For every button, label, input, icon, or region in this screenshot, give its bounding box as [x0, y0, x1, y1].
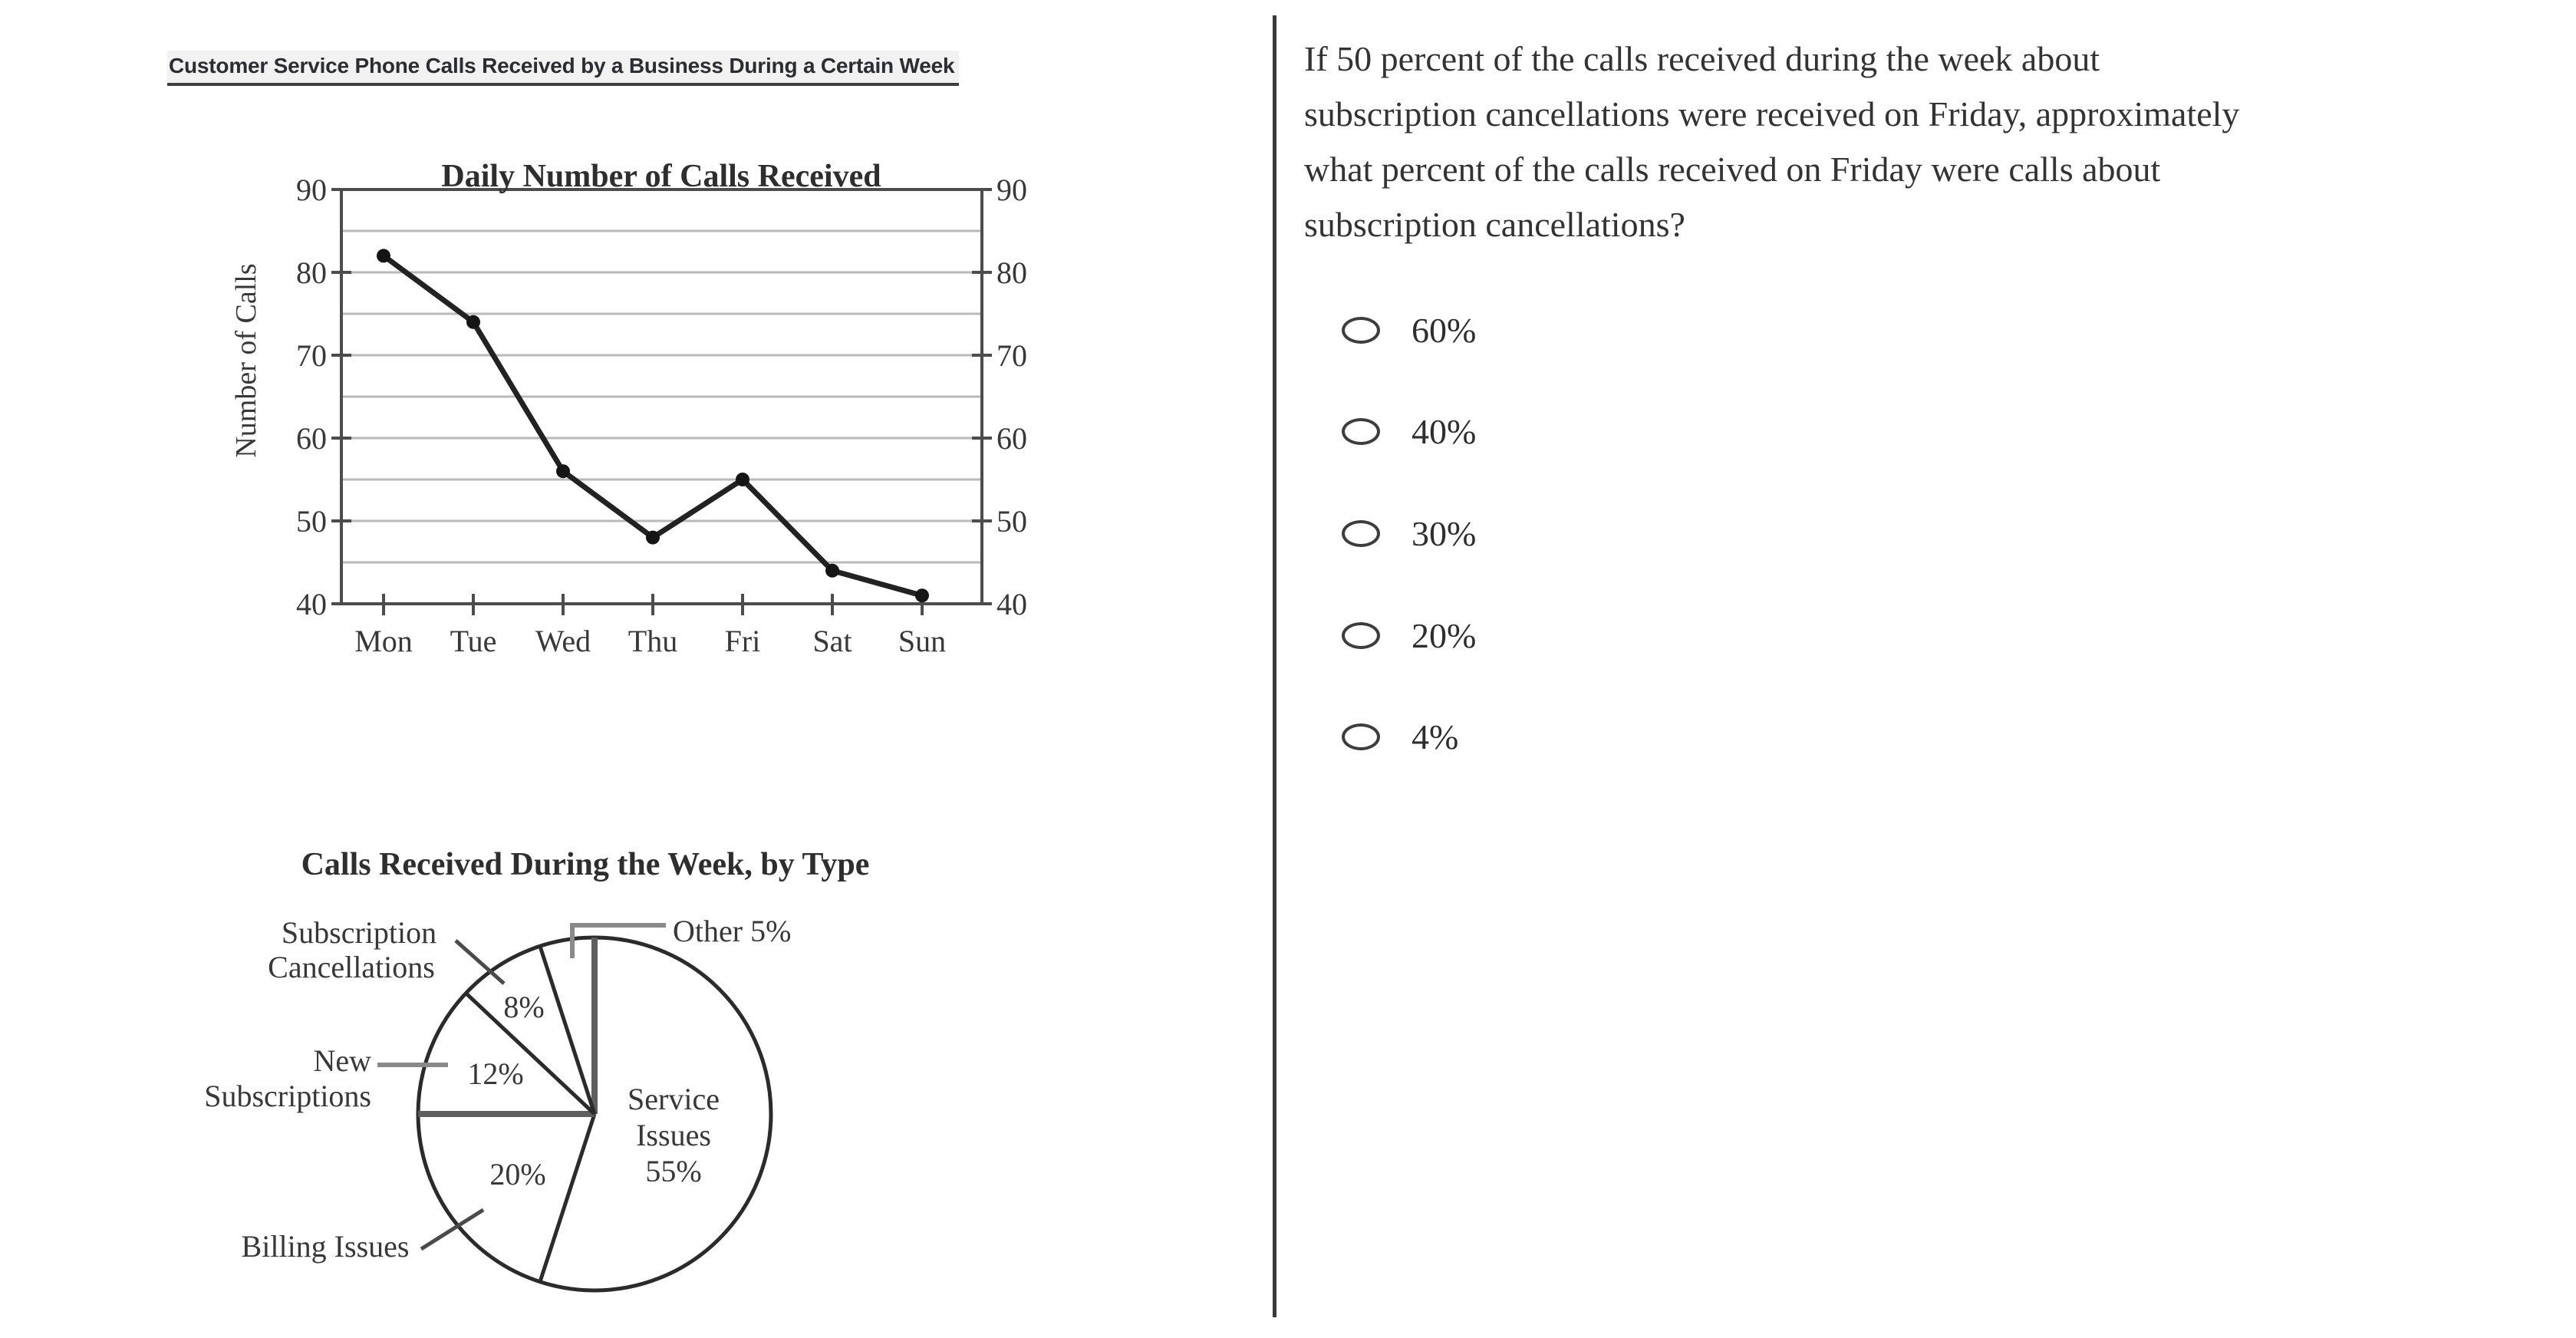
radio-button-icon[interactable]	[1342, 317, 1380, 344]
subscription-cancellations-callout-line	[456, 941, 504, 984]
question-line: subscription cancellations were received on Friday, approximately	[1304, 94, 2240, 133]
service-issues-label-line2: Issues	[636, 1118, 711, 1152]
new-subscriptions-label-line2: Subscriptions	[204, 1079, 371, 1113]
y-tick-label: 50	[996, 504, 1027, 539]
service-issues-percent: 55%	[645, 1154, 702, 1188]
radio-button-icon[interactable]	[1342, 418, 1380, 445]
y-tick-label: 90	[296, 173, 327, 207]
y-tick-label: 60	[296, 421, 327, 456]
data-point	[466, 315, 480, 329]
question-line: If 50 percent of the calls received during the week about	[1304, 39, 2100, 78]
option-label: 40%	[1412, 411, 1477, 451]
calls-line	[384, 255, 922, 595]
y-tick-label: 80	[996, 255, 1027, 290]
new-subscriptions-percent: 12%	[467, 1056, 524, 1091]
option-label: 4%	[1412, 717, 1459, 756]
question-line: subscription cancellations?	[1304, 205, 1685, 244]
y-tick-label: 80	[296, 255, 327, 290]
panel-divider	[1273, 15, 1276, 1317]
subscription-cancellations-percent: 8%	[503, 990, 545, 1024]
radio-button-icon[interactable]	[1342, 723, 1380, 750]
answer-option-4[interactable]	[1342, 715, 1458, 758]
service-issues-label-line1: Service	[628, 1082, 720, 1116]
other-label: Other 5%	[673, 914, 792, 948]
answer-option-60[interactable]	[1342, 308, 1476, 351]
data-point	[915, 588, 929, 602]
option-label: 60%	[1412, 310, 1477, 350]
data-point	[377, 249, 390, 262]
x-tick-label: Sat	[812, 624, 852, 658]
question-text	[1304, 31, 2409, 252]
question-line: what percent of the calls received on Friday were calls about	[1304, 150, 2161, 189]
x-tick-label: Wed	[535, 624, 591, 658]
answer-option-20[interactable]	[1342, 614, 1476, 657]
option-label: 20%	[1412, 615, 1477, 655]
new-subscriptions-label-line1: New	[313, 1043, 371, 1078]
data-point	[556, 464, 570, 478]
y-tick-label: 90	[996, 173, 1027, 207]
option-label: 30%	[1412, 513, 1477, 553]
y-tick-label: 40	[296, 587, 327, 621]
data-point	[736, 473, 749, 486]
subscription-cancellations-label-line2: Cancellations	[268, 950, 435, 984]
billing-issues-percent: 20%	[489, 1157, 546, 1191]
billing-issues-label: Billing Issues	[241, 1229, 410, 1264]
line-chart-title: Daily Number of Calls Received	[441, 159, 881, 194]
x-tick-label: Tue	[450, 624, 497, 658]
figure-graphics	[0, 0, 1273, 1338]
y-tick-label: 70	[296, 338, 327, 373]
radio-button-icon[interactable]	[1342, 622, 1380, 649]
y-tick-label: 70	[996, 338, 1027, 373]
x-tick-label: Fri	[724, 624, 761, 658]
radio-button-icon[interactable]	[1342, 520, 1380, 547]
line-chart	[296, 173, 1027, 658]
y-tick-label: 60	[996, 421, 1027, 456]
pie-chart-title: Calls Received During the Week, by Type	[301, 847, 870, 882]
y-axis-title: Number of Calls	[230, 263, 262, 458]
figure-heading: Customer Service Phone Calls Received by a Business During a Certain Week	[167, 51, 959, 86]
x-tick-label: Thu	[628, 624, 678, 658]
data-point	[646, 531, 660, 545]
y-tick-label: 50	[296, 504, 327, 539]
subscription-cancellations-label-line1: Subscription	[281, 915, 437, 950]
answer-option-40[interactable]	[1342, 410, 1476, 453]
data-point	[825, 564, 839, 578]
y-tick-label: 40	[996, 587, 1027, 621]
answer-option-30[interactable]	[1342, 512, 1476, 555]
x-tick-label: Mon	[354, 624, 413, 658]
x-tick-label: Sun	[898, 624, 947, 658]
